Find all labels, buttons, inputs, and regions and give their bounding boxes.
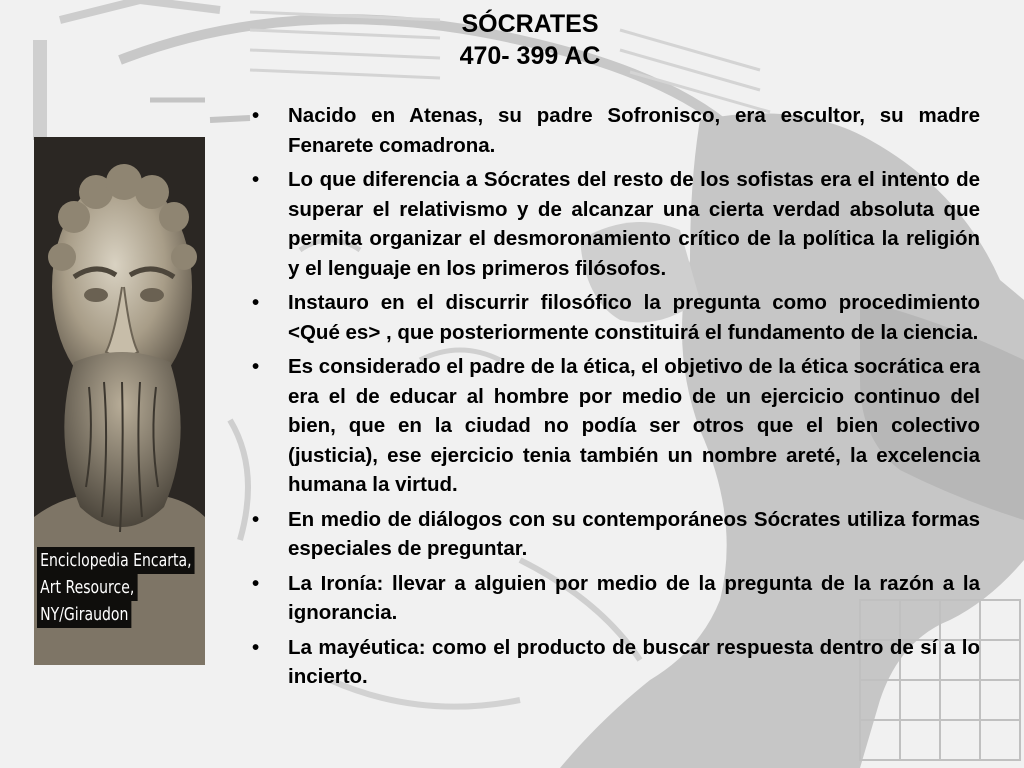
bullet-text: En medio de diálogos con su contemporáneos Sócrates utiliza formas especiales de preguntar.: [288, 507, 980, 560]
caption-line: Enciclopedia Encarta,: [37, 547, 195, 574]
bullet-text: La Ironía: llevar a alguien por medio de la pregunta de la razón a la ignorancia.: [288, 571, 980, 624]
bullet-item: [250, 288, 980, 347]
bullet-item: [250, 352, 980, 500]
bullet-item: [250, 505, 980, 564]
bullet-text: Nacido en Atenas, su padre Sofronisco, era escultor, su madre Fenarete comadrona.: [288, 104, 980, 157]
bullet-item: [250, 633, 980, 692]
image-credit-caption: [37, 547, 195, 628]
bullet-item: [250, 569, 980, 628]
bullet-item: [250, 165, 980, 283]
bullet-text: Instauro en el discurrir filosófico la pregunta como procedimiento <Qué es> , que posteriormente constituirá el fundamento de la ciencia.: [288, 291, 980, 344]
slide-title: [380, 8, 680, 72]
bullet-item: [250, 101, 980, 160]
bullet-text: La mayéutica: como el producto de buscar respuesta dentro de sí a lo incierto.: [288, 635, 980, 688]
bullet-glyph: •: [252, 104, 260, 127]
bullet-list: [250, 101, 980, 697]
bullet-glyph: •: [252, 291, 260, 314]
caption-line: Art Resource,: [37, 574, 137, 601]
bullet-glyph: •: [252, 507, 260, 531]
title-name: SÓCRATES: [461, 10, 599, 38]
bullet-glyph: •: [252, 571, 260, 595]
caption-line: NY/Giraudon: [37, 601, 132, 628]
bullet-text: Es considerado el padre de la ética, el objetivo de la ética socrática era era el de educar al hombre por medio de un ejercicio continuo del bien, que en la ciudad no podía ser otros que el bien colectivo (justicia), ese ejercicio tenia también un nombre areté, la excelencia humana la virtud.: [288, 355, 980, 496]
bullet-glyph: •: [252, 355, 260, 378]
bullet-glyph: •: [252, 168, 260, 191]
socrates-portrait: [34, 137, 205, 665]
bullet-text: Lo que diferencia a Sócrates del resto de los sofistas era el intento de superar el relativismo y de alcanzar una cierta verdad absoluta que permita organizar el desmoronamiento crítico de la política la religión y el lenguaje en los primeros filósofos.: [288, 168, 980, 280]
title-dates: 470- 399 AC: [459, 42, 601, 70]
bullet-glyph: •: [252, 635, 260, 659]
